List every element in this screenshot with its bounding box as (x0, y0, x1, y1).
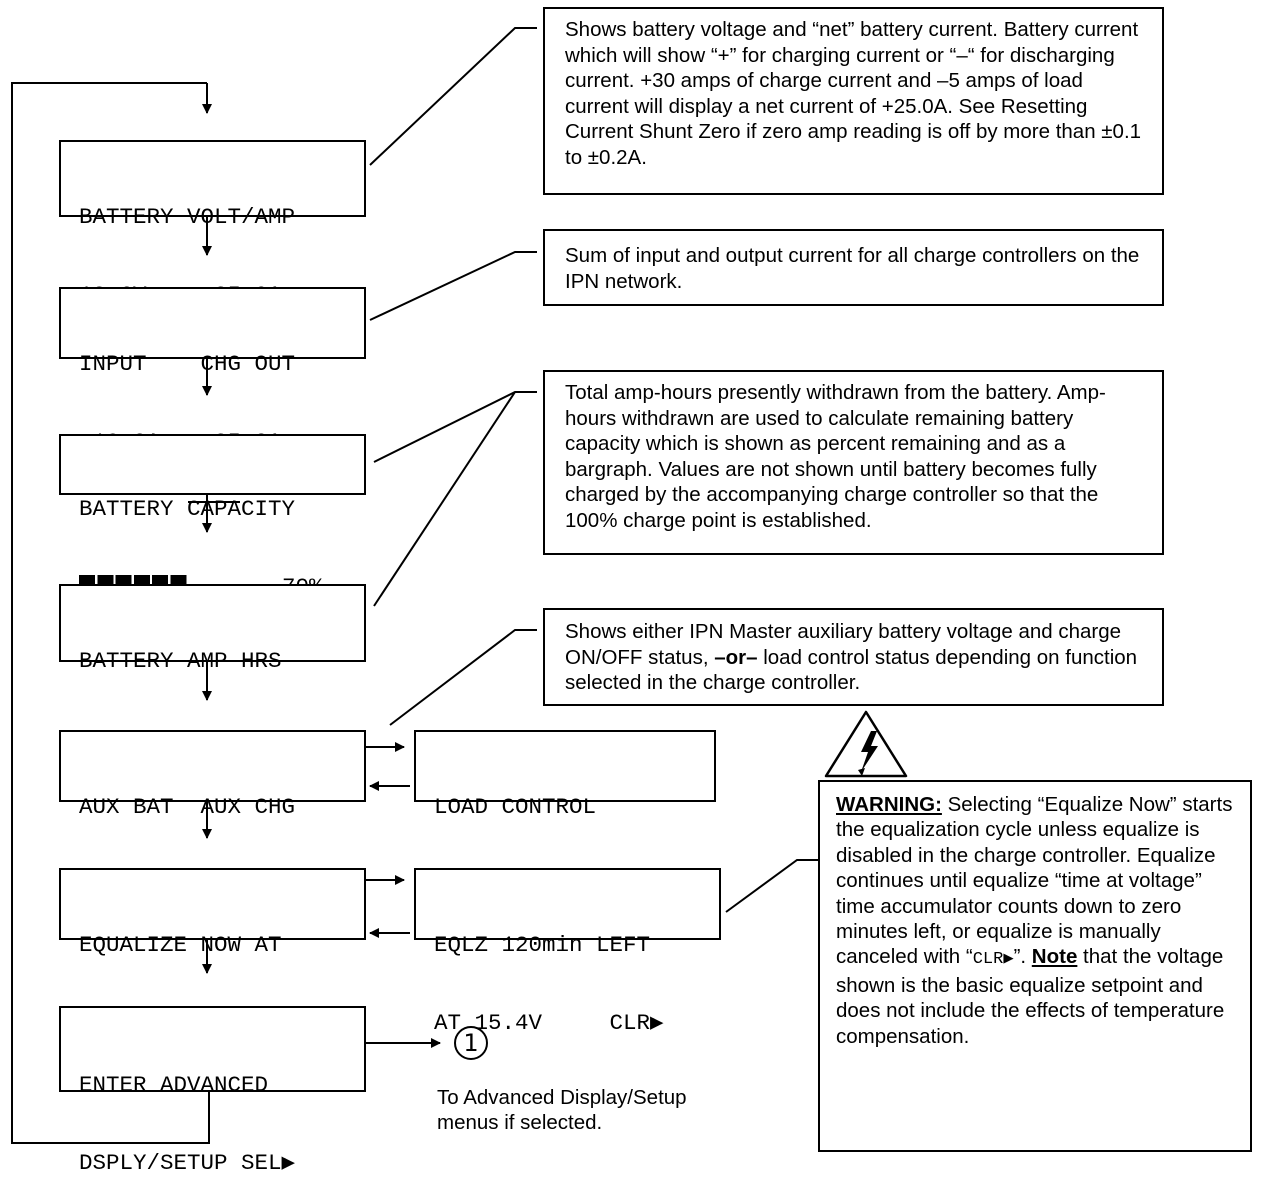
screen-line-2: DSPLY/SETUP SEL▶ (79, 1150, 296, 1176)
screen-aux-bat (59, 730, 366, 820)
warning-text-3: that the voltage shown is the basic equalize setpoint and does not include the effects of temperature compensation. (836, 945, 1225, 1048)
leader-eqlz (726, 860, 819, 912)
screen-line-1: AUX BAT AUX CHG (79, 794, 296, 820)
screen-enter-advanced (59, 1006, 366, 1176)
screen-line-1: BATTERY AMP-HRS (79, 648, 282, 674)
note-text: Total amp-hours presently withdrawn from the battery. Amp-hours withdrawn are used to calculate remaining battery capacity which is shown as percent remaining and as a bargraph. Values are not shown until battery becomes fully charged by the accompanying charge controller so that the 100% charge point is established. (565, 381, 1106, 532)
note-text (565, 619, 1152, 696)
screen-battery-amp-hrs (59, 584, 366, 674)
screen-line-1: LOAD CONTROL (434, 794, 597, 820)
warning-label: WARNING: (836, 793, 942, 816)
screen-equalize-now (59, 868, 366, 958)
advanced-caption-line-2: menus if selected. (437, 1111, 603, 1134)
leader-amp-hrs (374, 392, 515, 606)
screen-line-1: EQLZ 120min LEFT (434, 932, 651, 958)
note-aux-part-2: load control status depending on function selected in the charge controller. (565, 645, 1138, 694)
note-aux (543, 608, 1164, 706)
note-capacity (543, 370, 1164, 555)
warning-clr-key: CLR▶ (972, 950, 1014, 970)
warning-note-label: Note (1031, 945, 1078, 969)
note-warning (818, 780, 1252, 1152)
note-battery-volt-amp (543, 7, 1164, 195)
leader-capacity (374, 392, 537, 462)
screen-line-1: EQUALIZE NOW AT (79, 932, 282, 958)
note-text: Shows battery voltage and “net” battery current. Battery current which will show “+” for charging current or “–“ for discharging current. +30 amps of charge current and –5 amps of load current will display a net current of +25.0A. See Resetting Current Shunt Zero if zero amp reading is off by more than ±0.1 to ±0.2A. (565, 18, 1142, 169)
screen-eqlz-left (414, 868, 721, 1036)
leader-input (370, 252, 537, 320)
screen-battery-volt-amp (59, 140, 366, 230)
advanced-caption-line-1: To Advanced Display/Setup (437, 1086, 687, 1109)
advanced-caption (437, 1085, 687, 1135)
screen-battery-capacity (59, 434, 366, 522)
screen-line-1: BATTERY CAPACITY (79, 496, 296, 522)
screen-input-chg-out (59, 287, 366, 377)
leader-aux (390, 630, 537, 725)
note-aux-or: –or– (714, 645, 758, 669)
leader-volt-amp (370, 28, 537, 165)
lightning-warning-icon (826, 712, 906, 776)
warning-text-2: ”. (1013, 945, 1032, 969)
note-text: Sum of input and output current for all charge controllers on the IPN network. (565, 244, 1140, 293)
warning-text (836, 792, 1238, 1049)
screen-line-1: ENTER ADVANCED (79, 1072, 269, 1098)
screen-load-control (414, 730, 716, 820)
screen-line-1: BATTERY VOLT/AMP (79, 204, 296, 230)
screen-line-2: AT 15.4V CLR▶ (434, 1010, 664, 1036)
note-input-output (543, 229, 1164, 306)
screen-line-1: INPUT CHG OUT (79, 351, 296, 377)
advanced-marker: 1 (463, 1029, 479, 1057)
note-aux-part-1: Shows either IPN Master auxiliary battery voltage and charge ON/OFF status, (565, 620, 1122, 669)
warning-text-1: Selecting “Equalize Now” starts the equalization cycle unless equalize is disabled in the charge controller. Equalize continues until equalize “time at voltage” time accumulator counts down to zero minutes left, or equalize is manually canceled with “ (836, 793, 1233, 969)
